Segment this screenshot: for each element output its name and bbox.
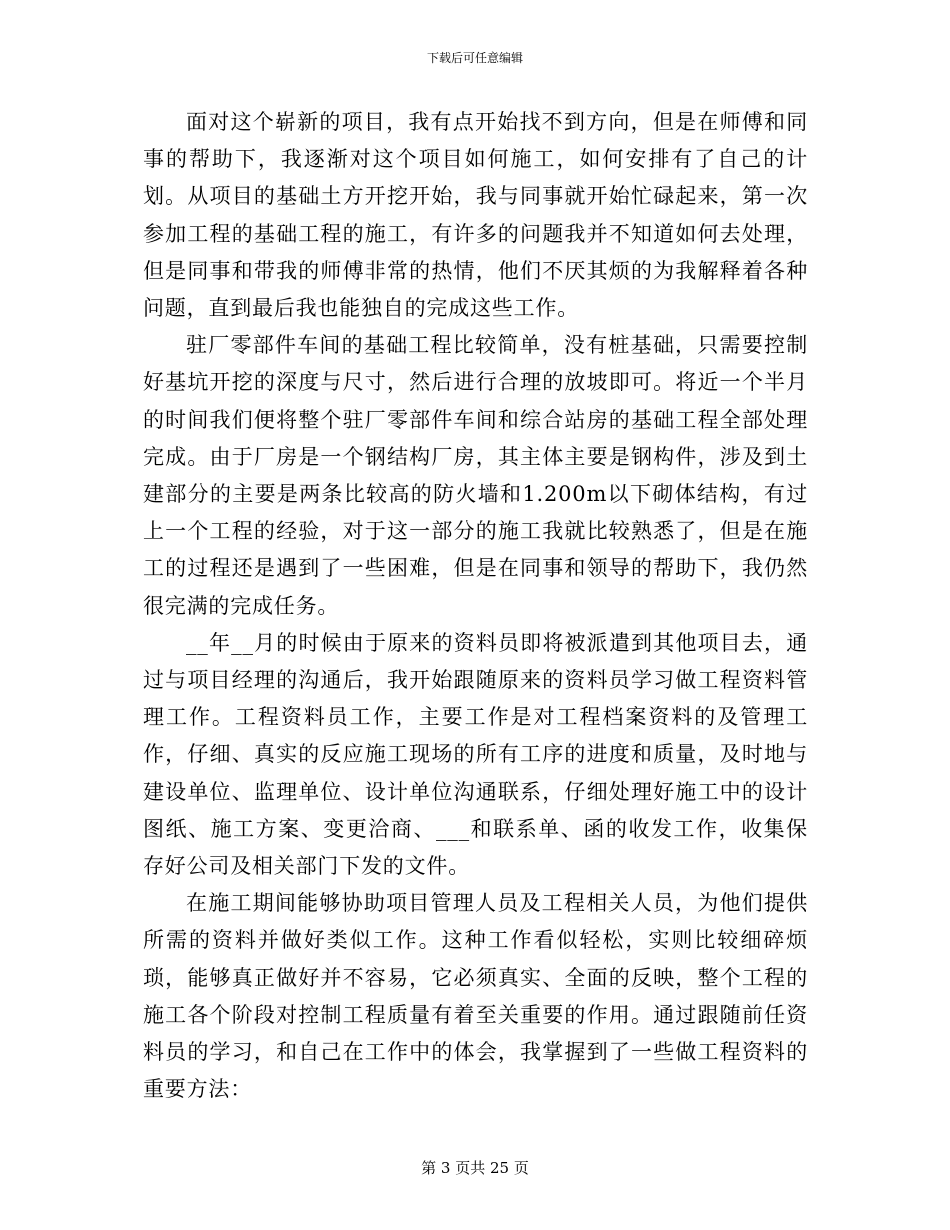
paragraph-3: __年__月的时候由于原来的资料员即将被派遣到其他项目去，通过与项目经理的沟通后，我开始跟随原来的资料员学习做工程资料管理工作。工程资料员工作，主要工作是对工程档案资料的及管理工作，仔细、真实的反应施工现场的所有工序的进度和质量，及时地与建设单位、监理单位、设计单位沟通联系，仔细处理好施工中的设计图纸、施工方案、变更洽商、___和联系单、函的收发工作，收集保存好公司及相关部门下发的文件。 [143,630,808,879]
document-body [143,104,808,1108]
paragraph-4: 在施工期间能够协助项目管理人员及工程相关人员，为他们提供所需的资料并做好类似工作。这种工作看似轻松，实则比较细碎烦琐，能够真正做好并不容易，它必须真实、全面的反映，整个工程的施工各个阶段对控制工程质量有着至关重要的作用。通过跟随前任资料员的学习，和自己在工作中的体会，我掌握到了一些做工程资料的重要方法： [143,891,808,1102]
paragraph-2: 驻厂零部件车间的基础工程比较简单，没有桩基础，只需要控制好基坑开挖的深度与尺寸，然后进行合理的放坡即可。将近一个半月的时间我们便将整个驻厂零部件车间和综合站房的基础工程全部处理完成。由于厂房是一个钢结构厂房，其主体主要是钢构件，涉及到土建部分的主要是两条比较高的防火墙和1.200m以下砌体结构，有过上一个工程的经验，对于这一部分的施工我就比较熟悉了，但是在施工的过程还是遇到了一些困难，但是在同事和领导的帮助下，我仍然很完满的完成任务。 [143,333,808,618]
paragraph-1: 面对这个崭新的项目，我有点开始找不到方向，但是在师傅和同事的帮助下，我逐渐对这个项目如何施工，如何安排有了自己的计划。从项目的基础土方开挖开始，我与同事就开始忙碌起来，第一次参加工程的基础工程的施工，有许多的问题我并不知道如何去处理，但是同事和带我的师傅非常的热情，他们不厌其烦的为我解释着各种问题，直到最后我也能独自的完成这些工作。 [143,110,808,321]
page-header: 下载后可任意编辑 [426,51,523,65]
page-footer: 第 3 页共 25 页 [421,1159,529,1177]
